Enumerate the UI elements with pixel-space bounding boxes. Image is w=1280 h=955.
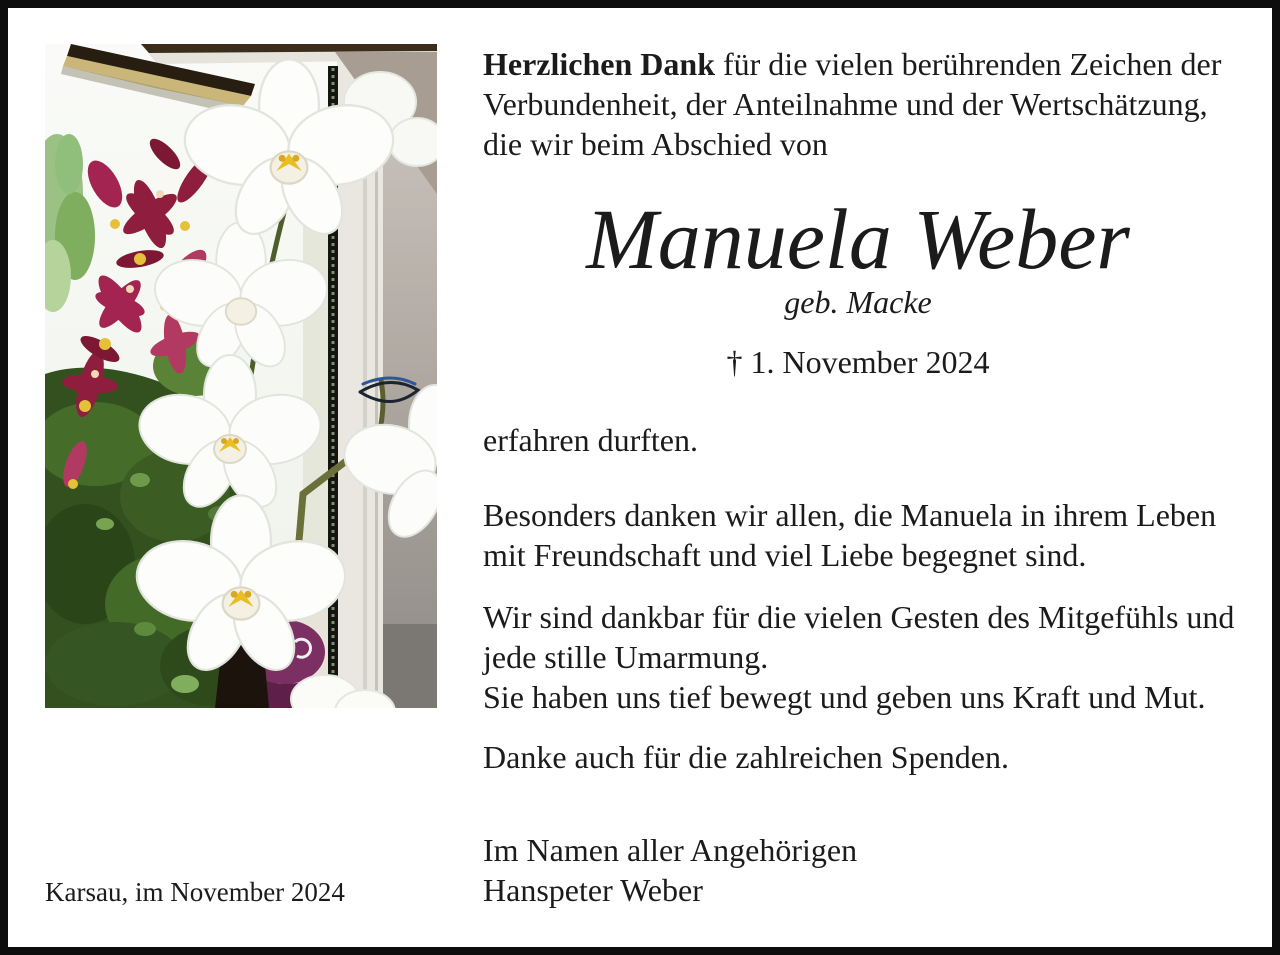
intro-line-1 (483, 44, 1233, 84)
paragraph-erfahren: erfahren durften. (483, 422, 698, 458)
paragraph-dankbar (483, 597, 1233, 717)
paragraph-spenden: Danke auch für die zahlreichen Spenden. (483, 739, 1009, 775)
paragraph-besonders (483, 495, 1233, 575)
intro-paragraph (483, 44, 1233, 164)
intro-line-1-rest: für die vielen berührenden Zeichen der (714, 46, 1222, 82)
deceased-name: Manuela Weber (586, 191, 1130, 287)
closing-block (483, 830, 1233, 910)
besonders-line-2: mit Freundschaft und viel Liebe begegnet sind. (483, 537, 1087, 573)
dankbar-line-2: jede stille Umarmung. (483, 639, 769, 675)
death-date: † 1. November 2024 (726, 344, 990, 380)
dankbar-line-1: Wir sind dankbar für die vielen Gesten des Mitgefühls und (483, 599, 1235, 635)
maiden-name: geb. Macke (784, 284, 932, 320)
besonders-line-1: Besonders danken wir allen, die Manuela in ihrem Leben (483, 497, 1217, 533)
dankbar-line-3: Sie haben uns tief bewegt und geben uns Kraft und Mut. (483, 679, 1206, 715)
orchid-photo (45, 44, 437, 708)
place-date: Karsau, im November 2024 (45, 877, 345, 907)
orchid-photo-graphic (45, 44, 437, 708)
intro-line-2: Verbundenheit, der Anteilnahme und der Wertschätzung, (483, 86, 1208, 122)
closing-line-1: Im Namen aller Angehörigen (483, 832, 858, 868)
intro-line-3: die wir beim Abschied von (483, 126, 828, 162)
notice-text-column (483, 44, 1233, 910)
closing-line-2: Hanspeter Weber (483, 872, 703, 908)
intro-bold: Herzlichen Dank (483, 46, 715, 82)
